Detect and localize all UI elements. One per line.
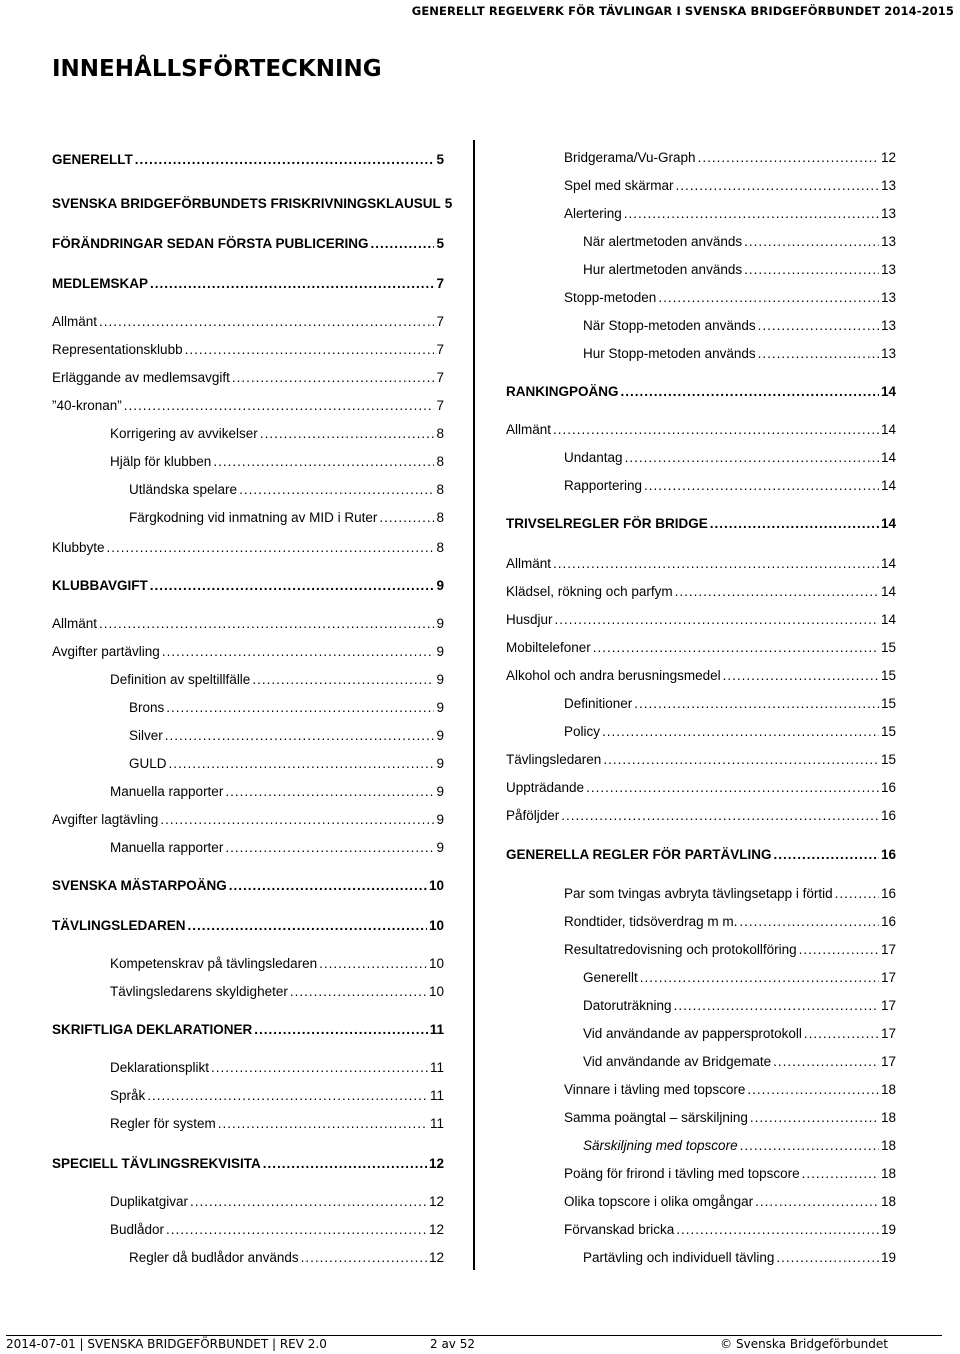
toc-entry-title: Undantag: [564, 450, 623, 465]
toc-entry-page: 11: [429, 1116, 444, 1131]
toc-entry-page: 18: [880, 1082, 896, 1097]
toc-leader-dots: [835, 884, 879, 904]
toc-entry[interactable]: [52, 876, 444, 896]
toc-leader-dots: [166, 1220, 427, 1240]
toc-entry-page: 9: [436, 700, 444, 715]
toc-entry[interactable]: [506, 806, 896, 826]
toc-entry-page: 14: [880, 384, 896, 399]
toc-entry-page: 11: [429, 1060, 444, 1075]
toc-leader-dots: [124, 396, 435, 416]
toc-entry[interactable]: [506, 176, 896, 196]
toc-leader-dots: [640, 968, 879, 988]
toc-entry[interactable]: [506, 1080, 896, 1100]
toc-entry-title: Förvanskad bricka: [564, 1222, 675, 1237]
toc-entry-page: 12: [428, 1156, 444, 1171]
toc-entry-page: 11: [429, 1088, 444, 1103]
toc-entry-page: 8: [436, 454, 444, 469]
toc-entry[interactable]: [506, 420, 896, 440]
toc-entry-page: 13: [880, 318, 896, 333]
toc-entry[interactable]: [506, 1024, 896, 1044]
toc-entry-page: 14: [880, 612, 896, 627]
toc-entry-title: Allmänt: [52, 616, 98, 631]
toc-entry[interactable]: [506, 884, 896, 904]
toc-leader-dots: [379, 508, 434, 528]
toc-leader-dots: [239, 480, 434, 500]
toc-entry[interactable]: [52, 726, 444, 746]
toc-leader-dots: [165, 726, 435, 746]
toc-entry-title: Hur alertmetoden används: [583, 262, 743, 277]
toc-leader-dots: [750, 1108, 879, 1128]
toc-leader-dots: [773, 1052, 879, 1072]
toc-entry-title: Avgifter lagtävling: [52, 812, 159, 827]
toc-entry-title: Påföljder: [506, 808, 560, 823]
toc-entry[interactable]: [52, 754, 444, 774]
toc-entry-page: 12: [428, 1194, 444, 1209]
toc-entry[interactable]: [506, 1248, 896, 1268]
toc-entry[interactable]: [506, 382, 896, 402]
toc-entry[interactable]: [52, 1220, 444, 1240]
toc-leader-dots: [804, 1024, 879, 1044]
footer-copyright: © Svenska Bridgeförbundet: [720, 1337, 888, 1351]
toc-leader-dots: [190, 1192, 427, 1212]
toc-entry[interactable]: [506, 996, 896, 1016]
toc-leader-dots: [107, 538, 435, 558]
toc-entry[interactable]: [52, 698, 444, 718]
toc-entry[interactable]: [52, 538, 444, 558]
toc-leader-dots: [723, 666, 879, 686]
toc-entry-title: Resultatredovisning och protokollföring: [564, 942, 797, 957]
toc-leader-dots: [371, 234, 435, 254]
toc-leader-dots: [675, 582, 879, 602]
toc-entry-page: 13: [880, 262, 896, 277]
toc-entry[interactable]: [52, 1114, 444, 1134]
toc-entry-title: Korrigering av avvikelser: [110, 426, 258, 441]
toc-leader-dots: [744, 232, 879, 252]
toc-leader-dots: [625, 448, 879, 468]
page-title: INNEHÅLLSFÖRTECKNING: [52, 56, 382, 82]
toc-entry[interactable]: [506, 750, 896, 770]
toc-entry-title: Definitioner: [564, 696, 633, 711]
toc-entry[interactable]: [52, 1020, 444, 1040]
footer-left-text: 2014-07-01 | SVENSKA BRIDGEFÖRBUNDET | REV 2.0: [6, 1337, 327, 1351]
toc-entry-page: 10: [428, 878, 444, 893]
toc-entry-title: SPECIELL TÄVLINGSREKVISITA: [52, 1156, 261, 1171]
toc-entry-page: 15: [880, 668, 896, 683]
toc-entry-page: 18: [880, 1194, 896, 1209]
toc-entry[interactable]: [506, 148, 896, 168]
toc-leader-dots: [229, 876, 427, 896]
toc-entry-page: 9: [436, 784, 444, 799]
toc-entry-title: Uppträdande: [506, 780, 585, 795]
toc-entry[interactable]: [506, 260, 896, 280]
toc-entry-title: Poäng för frirond i tävling med topscore: [564, 1166, 800, 1181]
toc-entry-page: 14: [880, 584, 896, 599]
toc-entry[interactable]: [52, 150, 444, 170]
toc-entry[interactable]: [506, 666, 896, 686]
toc-entry-title: Samma poängtal – särskiljning: [564, 1110, 748, 1125]
toc-entry[interactable]: [52, 614, 444, 634]
toc-entry-title: Rondtider, tidsöverdrag m m.: [564, 914, 738, 929]
toc-entry-page: 15: [880, 724, 896, 739]
toc-entry[interactable]: [52, 810, 444, 830]
toc-entry[interactable]: [506, 778, 896, 798]
footer-rule: [6, 1335, 942, 1336]
toc-entry-page: 9: [436, 616, 444, 631]
toc-leader-dots: [758, 344, 879, 364]
toc-entry-title: GULD: [129, 756, 167, 771]
toc-entry[interactable]: [506, 1192, 896, 1212]
toc-entry[interactable]: [52, 194, 453, 214]
toc-entry[interactable]: [506, 554, 896, 574]
toc-entry-page: 16: [880, 808, 896, 823]
toc-leader-dots: [634, 694, 879, 714]
toc-entry-page: 13: [880, 234, 896, 249]
toc-entry-page: 14: [880, 478, 896, 493]
toc-entry-page: 14: [880, 556, 896, 571]
toc-entry[interactable]: [52, 508, 444, 528]
toc-entry[interactable]: [506, 288, 896, 308]
toc-leader-dots: [263, 1154, 427, 1174]
footer-page-number: 2 av 52: [430, 1337, 475, 1351]
toc-entry-page: 9: [436, 672, 444, 687]
toc-entry-page: 12: [428, 1222, 444, 1237]
toc-leader-dots: [676, 176, 879, 196]
toc-entry[interactable]: [506, 610, 896, 630]
toc-entry-title: Husdjur: [506, 612, 553, 627]
toc-entry-title: Avgifter partävling: [52, 644, 160, 659]
toc-entry-page: 11: [429, 1022, 444, 1037]
toc-entry-title: Klädsel, rökning och parfym: [506, 584, 673, 599]
toc-entry-title: MEDLEMSKAP: [52, 276, 149, 291]
toc-entry-page: 16: [880, 847, 896, 862]
toc-entry-title: Representationsklubb: [52, 342, 183, 357]
toc-entry-title: Par som tvingas avbryta tävlingsetapp i förtid: [564, 886, 833, 901]
toc-leader-dots: [755, 1192, 879, 1212]
toc-leader-dots: [624, 204, 879, 224]
toc-entry-page: 9: [436, 840, 444, 855]
toc-entry-title: Allmänt: [506, 422, 552, 437]
toc-entry-page: 10: [428, 918, 444, 933]
toc-entry-page: 15: [880, 752, 896, 767]
toc-entry-title: Vinnare i tävling med topscore: [564, 1082, 746, 1097]
toc-entry-page: 13: [880, 178, 896, 193]
toc-leader-dots: [213, 452, 434, 472]
toc-leader-dots: [260, 424, 435, 444]
toc-entry[interactable]: [52, 916, 444, 936]
toc-leader-dots: [603, 750, 879, 770]
toc-entry-title: Klubbyte: [52, 540, 105, 555]
toc-leader-dots: [319, 954, 427, 974]
toc-entry-page: 17: [880, 942, 896, 957]
toc-entry-title: Särskiljning med topscore: [583, 1138, 738, 1153]
toc-entry-page: 5: [436, 152, 444, 167]
toc-entry-page: 16: [880, 780, 896, 795]
toc-leader-dots: [561, 806, 879, 826]
toc-entry-title: Kompetenskrav på tävlingsledaren: [110, 956, 318, 971]
toc-entry-page: 8: [436, 482, 444, 497]
toc-entry[interactable]: [52, 340, 444, 360]
toc-entry-title: TÄVLINGSLEDAREN: [52, 918, 186, 933]
toc-leader-dots: [602, 722, 879, 742]
toc-entry[interactable]: [52, 368, 444, 388]
toc-leader-dots: [658, 288, 879, 308]
toc-leader-dots: [553, 420, 879, 440]
toc-leader-dots: [555, 610, 879, 630]
toc-leader-dots: [290, 982, 427, 1002]
toc-leader-dots: [747, 1080, 879, 1100]
toc-entry-page: 8: [436, 510, 444, 525]
toc-entry-title: Färgkodning vid inmatning av MID i Ruter: [129, 510, 378, 525]
toc-entry-page: 17: [880, 1026, 896, 1041]
toc-entry[interactable]: [52, 782, 444, 802]
toc-leader-dots: [776, 1248, 879, 1268]
toc-entry-title: Policy: [564, 724, 601, 739]
toc-entry[interactable]: [506, 476, 896, 496]
toc-entry-page: 8: [436, 426, 444, 441]
toc-leader-dots: [218, 1114, 428, 1134]
toc-entry-page: 9: [436, 728, 444, 743]
toc-leader-dots: [710, 514, 879, 534]
toc-leader-dots: [644, 476, 879, 496]
toc-entry-title: Rapportering: [564, 478, 643, 493]
toc-leader-dots: [188, 916, 427, 936]
toc-leader-dots: [301, 1248, 427, 1268]
toc-entry[interactable]: [52, 576, 444, 596]
toc-leader-dots: [169, 754, 435, 774]
toc-entry-page: 5: [444, 196, 453, 211]
toc-entry[interactable]: [52, 1192, 444, 1212]
toc-leader-dots: [225, 782, 434, 802]
toc-entry[interactable]: [506, 448, 896, 468]
toc-entry-title: Definition av speltillfälle: [110, 672, 251, 687]
toc-leader-dots: [150, 274, 434, 294]
toc-entry[interactable]: [506, 722, 896, 742]
toc-entry-page: 13: [880, 290, 896, 305]
toc-entry-page: 19: [880, 1250, 896, 1265]
toc-entry-page: 17: [880, 1054, 896, 1069]
toc-leader-dots: [166, 698, 434, 718]
toc-entry-page: 18: [880, 1110, 896, 1125]
toc-entry[interactable]: [506, 232, 896, 252]
toc-leader-dots: [586, 778, 879, 798]
toc-entry-page: 7: [436, 314, 444, 329]
toc-entry[interactable]: [52, 1086, 444, 1106]
toc-entry-page: 7: [436, 342, 444, 357]
running-header: GENERELLT REGELVERK FÖR TÄVLINGAR I SVENSKA BRIDGEFÖRBUNDET 2014-2015: [411, 4, 954, 18]
toc-leader-dots: [621, 382, 879, 402]
toc-leader-dots: [676, 1220, 879, 1240]
toc-entry-title: KLUBBAVGIFT: [52, 578, 148, 593]
toc-entry[interactable]: [52, 452, 444, 472]
toc-entry-title: Manuella rapporter: [110, 784, 224, 799]
toc-entry-title: SVENSKA MÄSTARPOÄNG: [52, 878, 227, 893]
toc-entry-title: Brons: [129, 700, 165, 715]
toc-entry-page: 10: [428, 984, 444, 999]
toc-entry[interactable]: [52, 670, 444, 690]
toc-entry-title: Utländska spelare: [129, 482, 238, 497]
toc-entry[interactable]: [506, 582, 896, 602]
toc-leader-dots: [593, 638, 879, 658]
toc-entry-page: 15: [880, 640, 896, 655]
toc-entry[interactable]: [52, 1248, 444, 1268]
toc-leader-dots: [99, 614, 434, 634]
toc-entry-page: 9: [436, 812, 444, 827]
toc-entry-page: 12: [428, 1250, 444, 1265]
toc-leader-dots: [774, 845, 879, 865]
toc-leader-dots: [150, 576, 435, 596]
toc-entry[interactable]: [52, 642, 444, 662]
toc-entry-page: 14: [880, 422, 896, 437]
toc-entry[interactable]: [506, 514, 896, 534]
toc-leader-dots: [698, 148, 879, 168]
toc-entry-title: Manuella rapporter: [110, 840, 224, 855]
toc-entry[interactable]: [52, 1154, 444, 1174]
toc-entry[interactable]: [506, 1052, 896, 1072]
toc-entry-title: När Stopp-metoden används: [583, 318, 756, 333]
toc-entry-title: Duplikatgivar: [110, 1194, 189, 1209]
toc-entry-title: Tävlingsledaren: [506, 752, 602, 767]
toc-entry[interactable]: [506, 694, 896, 714]
toc-entry-page: 10: [428, 956, 444, 971]
toc-entry-title: Hjälp för klubben: [110, 454, 212, 469]
toc-entry-page: 18: [880, 1166, 896, 1181]
toc-entry-title: GENERELLA REGLER FÖR PARTÄVLING: [506, 847, 772, 862]
toc-entry-page: 7: [436, 276, 444, 291]
toc-leader-dots: [740, 1136, 879, 1156]
toc-entry-title: Språk: [110, 1088, 146, 1103]
toc-leader-dots: [799, 940, 879, 960]
toc-entry-page: 7: [436, 398, 444, 413]
toc-entry[interactable]: [506, 968, 896, 988]
toc-entry[interactable]: [506, 912, 896, 932]
toc-leader-dots: [802, 1164, 879, 1184]
toc-entry-title: Olika topscore i olika omgångar: [564, 1194, 754, 1209]
toc-entry[interactable]: [506, 204, 896, 224]
toc-leader-dots: [254, 1020, 427, 1040]
toc-entry-title: Regler för system: [110, 1116, 216, 1131]
toc-entry-page: 9: [436, 644, 444, 659]
toc-entry-title: Stopp-metoden: [564, 290, 657, 305]
toc-entry-title: SVENSKA BRIDGEFÖRBUNDETS FRISKRIVNINGSKLAUSUL: [52, 196, 441, 211]
toc-entry[interactable]: [52, 396, 444, 416]
toc-entry-title: Deklarationsplikt: [110, 1060, 210, 1075]
toc-entry-page: 17: [880, 970, 896, 985]
toc-entry-title: Alkohol och andra berusningsmedel: [506, 668, 721, 683]
toc-entry-page: 9: [436, 578, 444, 593]
toc-leader-dots: [674, 996, 879, 1016]
toc-entry-page: 13: [880, 346, 896, 361]
toc-entry-title: Partävling och individuell tävling: [583, 1250, 775, 1265]
toc-entry-title: Silver: [129, 728, 163, 743]
toc-entry[interactable]: [506, 638, 896, 658]
toc-entry-page: 8: [436, 540, 444, 555]
toc-entry-title: FÖRÄNDRINGAR SEDAN FÖRSTA PUBLICERING: [52, 236, 369, 251]
toc-entry-title: När alertmetoden används: [583, 234, 743, 249]
toc-entry-page: 9: [436, 756, 444, 771]
toc-entry[interactable]: [52, 982, 444, 1002]
toc-entry-page: 12: [880, 150, 896, 165]
toc-entry-title: Allmänt: [52, 314, 98, 329]
toc-entry-title: Allmänt: [506, 556, 552, 571]
toc-entry-page: 18: [880, 1138, 896, 1153]
toc-entry-page: 15: [880, 696, 896, 711]
toc-entry-title: SKRIFTLIGA DEKLARATIONER: [52, 1022, 253, 1037]
toc-entry[interactable]: [506, 1220, 896, 1240]
toc-entry-title: Regler då budlådor används: [129, 1250, 299, 1265]
toc-entry-page: 16: [880, 914, 896, 929]
toc-leader-dots: [160, 810, 434, 830]
toc-entry[interactable]: [506, 845, 896, 865]
toc-entry-page: 14: [880, 450, 896, 465]
toc-leader-dots: [185, 340, 435, 360]
toc-entry[interactable]: [52, 274, 444, 294]
toc-entry-page: 17: [880, 998, 896, 1013]
toc-entry-page: 14: [880, 516, 896, 531]
toc-entry-title: Generellt: [583, 970, 638, 985]
toc-entry[interactable]: [52, 480, 444, 500]
toc-leader-dots: [135, 150, 435, 170]
toc-leader-dots: [147, 1086, 428, 1106]
toc-leader-dots: [211, 1058, 428, 1078]
toc-entry-title: Mobiltelefoner: [506, 640, 591, 655]
toc-leader-dots: [739, 912, 879, 932]
toc-entry[interactable]: [506, 316, 896, 336]
toc-leader-dots: [99, 312, 434, 332]
toc-leader-dots: [232, 368, 435, 388]
toc-entry-title: Spel med skärmar: [564, 178, 674, 193]
toc-entry[interactable]: [506, 344, 896, 364]
toc-entry-title: Tävlingsledarens skyldigheter: [110, 984, 288, 999]
toc-leader-dots: [758, 316, 879, 336]
toc-entry[interactable]: [52, 424, 444, 444]
toc-entry-page: 13: [880, 206, 896, 221]
toc-leader-dots: [553, 554, 879, 574]
toc-entry[interactable]: [506, 940, 896, 960]
toc-entry[interactable]: [506, 1164, 896, 1184]
toc-entry-title: Vid användande av pappersprotokoll: [583, 1026, 802, 1041]
toc-entry[interactable]: [52, 312, 444, 332]
toc-entry-title: Hur Stopp-metoden används: [583, 346, 756, 361]
toc-entry-page: 19: [880, 1222, 896, 1237]
toc-entry-title: Datoruträkning: [583, 998, 672, 1013]
toc-leader-dots: [744, 260, 879, 280]
toc-entry-title: TRIVSELREGLER FÖR BRIDGE: [506, 516, 708, 531]
toc-entry[interactable]: [52, 954, 444, 974]
toc-leader-dots: [162, 642, 435, 662]
toc-entry-page: 7: [436, 370, 444, 385]
toc-entry-title: GENERELLT: [52, 152, 133, 167]
toc-entry-page: 16: [880, 886, 896, 901]
toc-entry-title: Vid användande av Bridgemate: [583, 1054, 772, 1069]
toc-entry[interactable]: [506, 1108, 896, 1128]
toc-entry-title: Alertering: [564, 206, 622, 221]
toc-entry-title: ”40-kronan”: [52, 398, 122, 413]
toc-entry-title: Bridgerama/Vu-Graph: [564, 150, 696, 165]
toc-entry[interactable]: [52, 234, 444, 254]
toc-leader-dots: [252, 670, 434, 690]
toc-entry-title: Erläggande av medlemsavgift: [52, 370, 230, 385]
toc-entry[interactable]: [506, 1136, 896, 1156]
toc-entry[interactable]: [52, 1058, 444, 1078]
toc-leader-dots: [225, 838, 434, 858]
column-divider: [473, 140, 475, 1270]
toc-entry-page: 5: [436, 236, 444, 251]
toc-entry-title: Budlådor: [110, 1222, 165, 1237]
toc-entry-title: RANKINGPOÄNG: [506, 384, 619, 399]
toc-entry[interactable]: [52, 838, 444, 858]
